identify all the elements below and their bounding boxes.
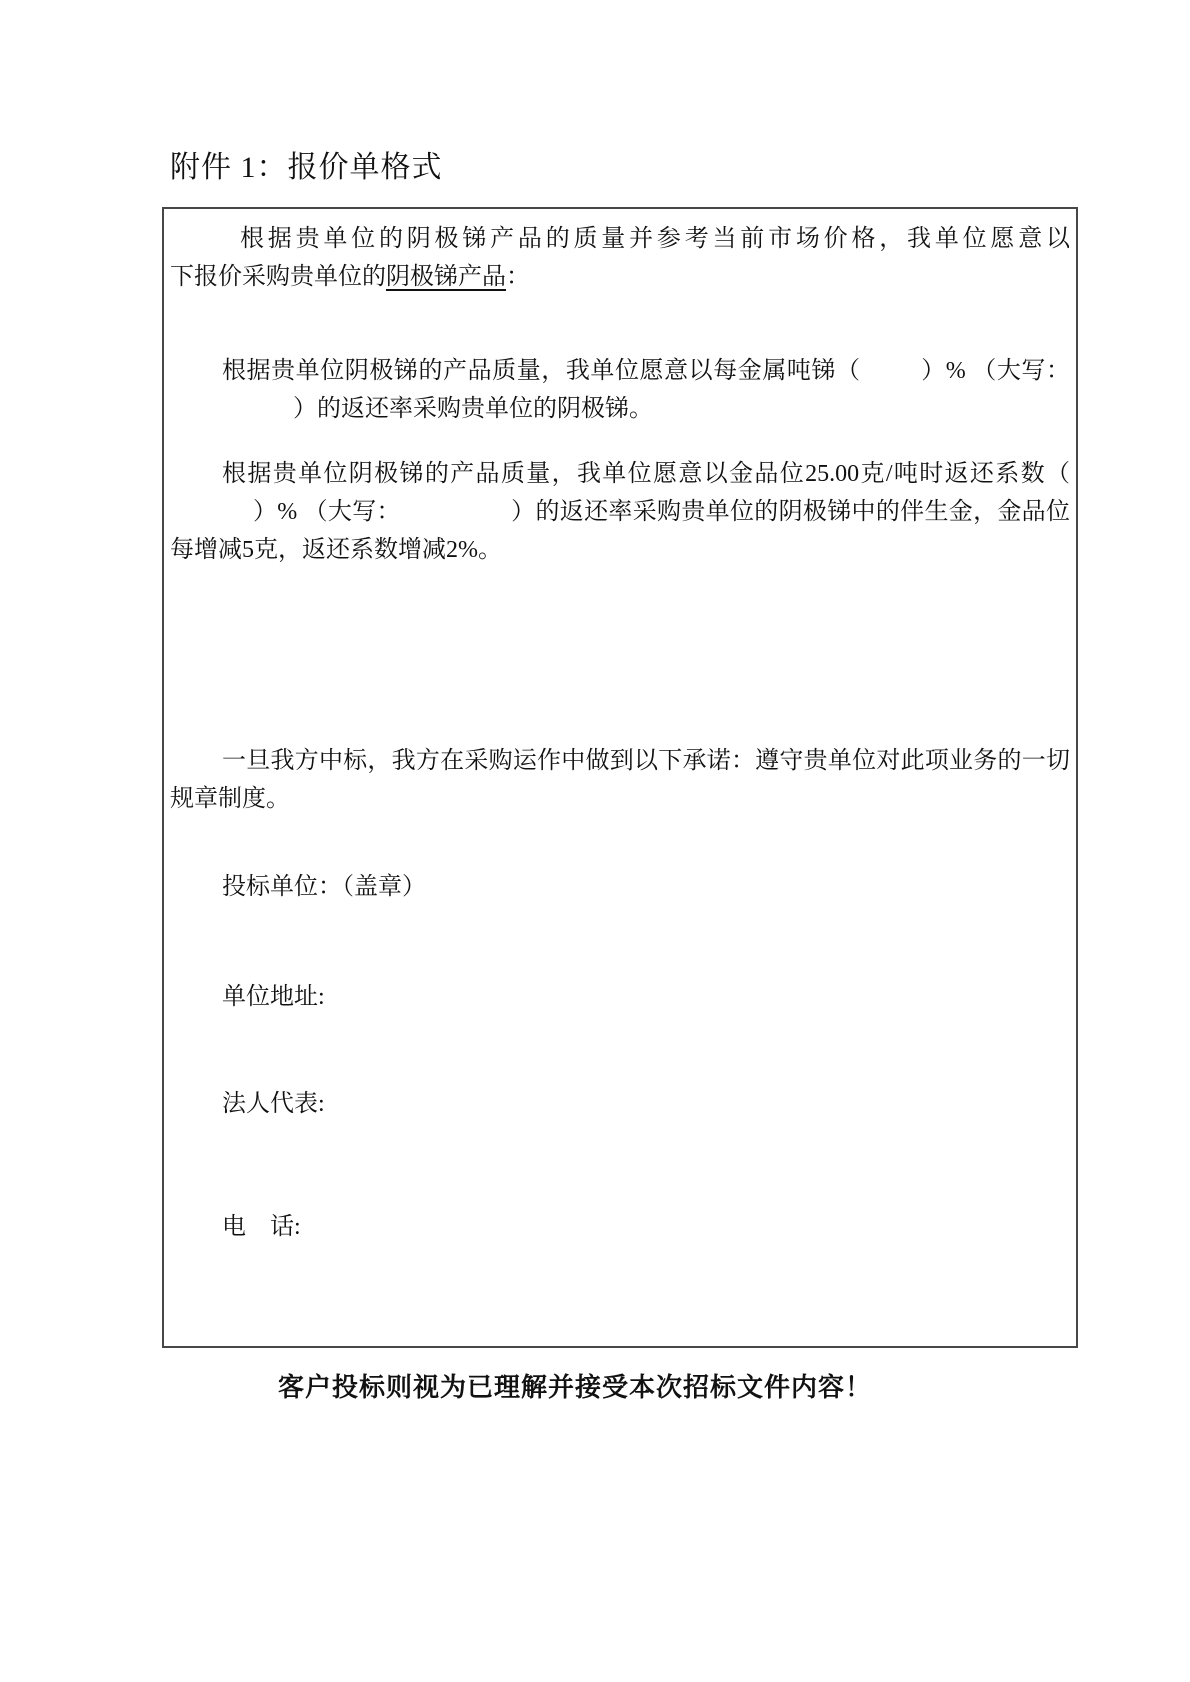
fill-in-blank-gold-rate-words <box>401 517 511 519</box>
para1-line2-colon: ： <box>506 264 530 290</box>
para4-line1: 一旦我方中标，我方在采购运作中做到以下承诺：遵守贵单位对此项业务的一切 <box>222 748 1070 774</box>
field-legal-representative: 法人代表: <box>222 1091 325 1117</box>
para3-line3: 每增减5克，返还系数增减2%。 <box>170 537 502 563</box>
field-phone: 电 话: <box>222 1214 301 1240</box>
para2-line1-after-blank: ）% （大写： <box>920 358 1070 384</box>
footer-note: 客户投标则视为已理解并接受本次招标文件内容！ <box>277 1373 872 1402</box>
para1-line1: 根据贵单位的阴极锑产品的质量并参考当前市场价格，我单位愿意以 <box>240 226 1070 252</box>
underlined-product-term: 阴极锑产品 <box>386 264 506 290</box>
para3-line2 <box>170 493 1070 531</box>
para3-line2-before-blank: ）% （大写： <box>253 499 401 525</box>
para4-line2: 规章制度。 <box>170 786 290 812</box>
para3-line1: 根据贵单位阴极锑的产品质量，我单位愿意以金品位25.00克/吨时返还系数（ <box>222 461 1070 487</box>
para2-line1-before-blank: 根据贵单位阴极锑的产品质量，我单位愿意以每金属吨锑（ <box>222 358 861 384</box>
field-bidder-unit: 投标单位：（盖章） <box>222 874 426 900</box>
field-unit-address: 单位地址: <box>222 984 325 1010</box>
para2-line2: ）的返还率采购贵单位的阴极锑。 <box>293 396 653 422</box>
para1-line2-prefix: 下报价采购贵单位的 <box>170 264 386 290</box>
attachment-title: 附件 1：报价单格式 <box>170 151 443 184</box>
fill-in-blank-return-rate <box>861 376 921 378</box>
para3-line2-after-blank: ）的返还率采购贵单位的阴极锑中的伴生金，金品位 <box>510 499 1070 525</box>
para2-line1 <box>170 352 1070 390</box>
para1-line2 <box>170 258 1070 296</box>
quotation-form-box <box>162 207 1078 1348</box>
